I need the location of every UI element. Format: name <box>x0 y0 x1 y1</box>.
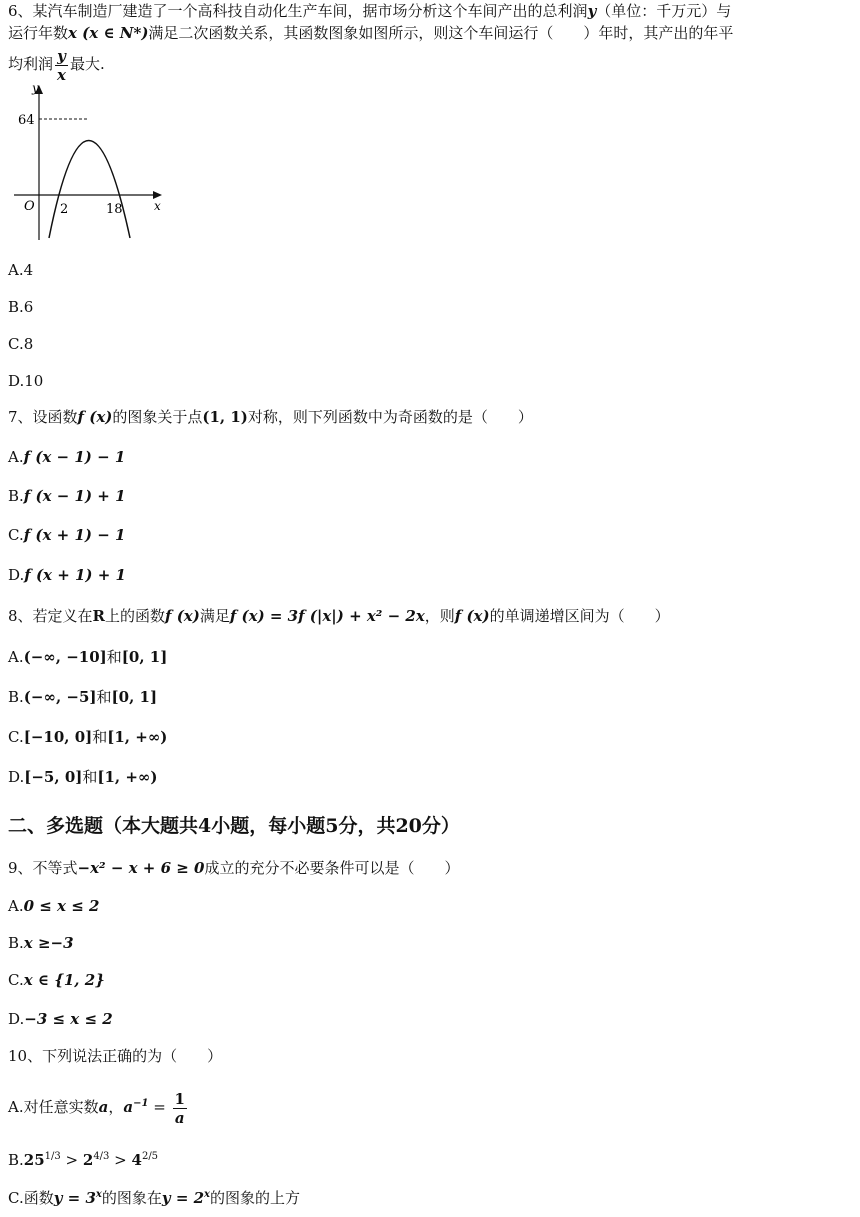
q6-option-d[interactable]: D.10 <box>8 372 44 390</box>
q7-option-a[interactable]: A.f (x − 1) − 1 <box>8 448 126 466</box>
q6-stem-line3: 均利润 $\frac{y}{x}$ 最大. <box>8 46 105 84</box>
q10-option-a[interactable]: A.对任意实数a，$a^{-1}$ = $\frac{1}{a}$ <box>8 1089 185 1127</box>
q7-option-b[interactable]: B.f (x − 1) + 1 <box>8 487 126 505</box>
q6-parabola-graph <box>14 80 174 245</box>
q9-option-a[interactable]: A.0 ≤ x ≤ 2 <box>8 897 100 915</box>
q9-stem: 9、不等式−x² − x + 6 ≥ 0成立的充分不必要条件可以是（ ） <box>8 859 460 877</box>
q6-stem-line2: 运行年数x (x ∈ N*)满足二次函数关系，其函数图象如图所示，则这个车间运行（ ）年时，其产出的年平 <box>8 24 734 42</box>
q10-stem: 10、下列说法正确的为（ ） <box>8 1047 223 1065</box>
q8-option-b[interactable]: B.(−∞, −5]和[0, 1] <box>8 688 158 706</box>
q6-stem-line1: 6、某汽车制造厂建造了一个高科技自动化生产车间，据市场分析这个车间产出的总利润y（单位：千万元）与 <box>8 2 732 20</box>
q6-fraction: $\frac{y}{x}$ <box>57 46 66 84</box>
q9-option-b[interactable]: B.x ≥−3 <box>8 934 74 952</box>
q10-a-fraction: $\frac{1}{a}$ <box>174 1089 185 1127</box>
q6-option-b[interactable]: B.6 <box>8 298 34 316</box>
y-axis-label: y <box>32 81 39 95</box>
q7-option-c[interactable]: C.f (x + 1) − 1 <box>8 526 126 544</box>
x-axis-label: x <box>154 199 161 213</box>
q7-option-d[interactable]: D.f (x + 1) + 1 <box>8 566 126 584</box>
section-2-heading: 二、多选题（本大题共4小题，每小题5分，共20分） <box>8 815 460 837</box>
q6-x-condition: x (x ∈ N*) <box>68 24 149 42</box>
x-axis-arrow <box>153 191 162 199</box>
q6-option-c[interactable]: C.8 <box>8 335 34 353</box>
q10-option-b[interactable]: $B.25^{1/3} > 2^{4/3} > 4^{2/5}$ <box>8 1151 159 1169</box>
q8-option-d[interactable]: D.[−5, 0]和[1, +∞) <box>8 768 158 786</box>
x-tick-18: 18 <box>106 202 123 217</box>
q9-option-c[interactable]: C.x ∈ {1, 2} <box>8 971 105 989</box>
q9-option-d[interactable]: D.−3 ≤ x ≤ 2 <box>8 1010 113 1028</box>
parabola-curve <box>49 141 130 239</box>
q8-option-c[interactable]: C.[−10, 0]和[1, +∞) <box>8 728 168 746</box>
q8-stem: 8、若定义在R上的函数f (x)满足f (x) = 3f (|x|) + x² − 2x，则f (x)的单调递增区间为（ ） <box>8 607 670 625</box>
q7-stem: 7、设函数f (x)的图象关于点(1, 1)对称，则下列函数中为奇函数的是（ ） <box>8 408 533 426</box>
q6-var-y: y <box>587 2 597 20</box>
origin-label: O <box>24 199 35 214</box>
x-tick-2: 2 <box>60 202 69 217</box>
q10-option-c[interactable]: C.函数$y = 3^x$的图象在$y = 2^x$的图象的上方 <box>8 1189 301 1207</box>
q8-option-a[interactable]: A.(−∞, −10]和[0, 1] <box>8 648 168 666</box>
q6-option-a[interactable]: A.4 <box>8 261 34 279</box>
y-tick-64: 64 <box>18 113 35 128</box>
